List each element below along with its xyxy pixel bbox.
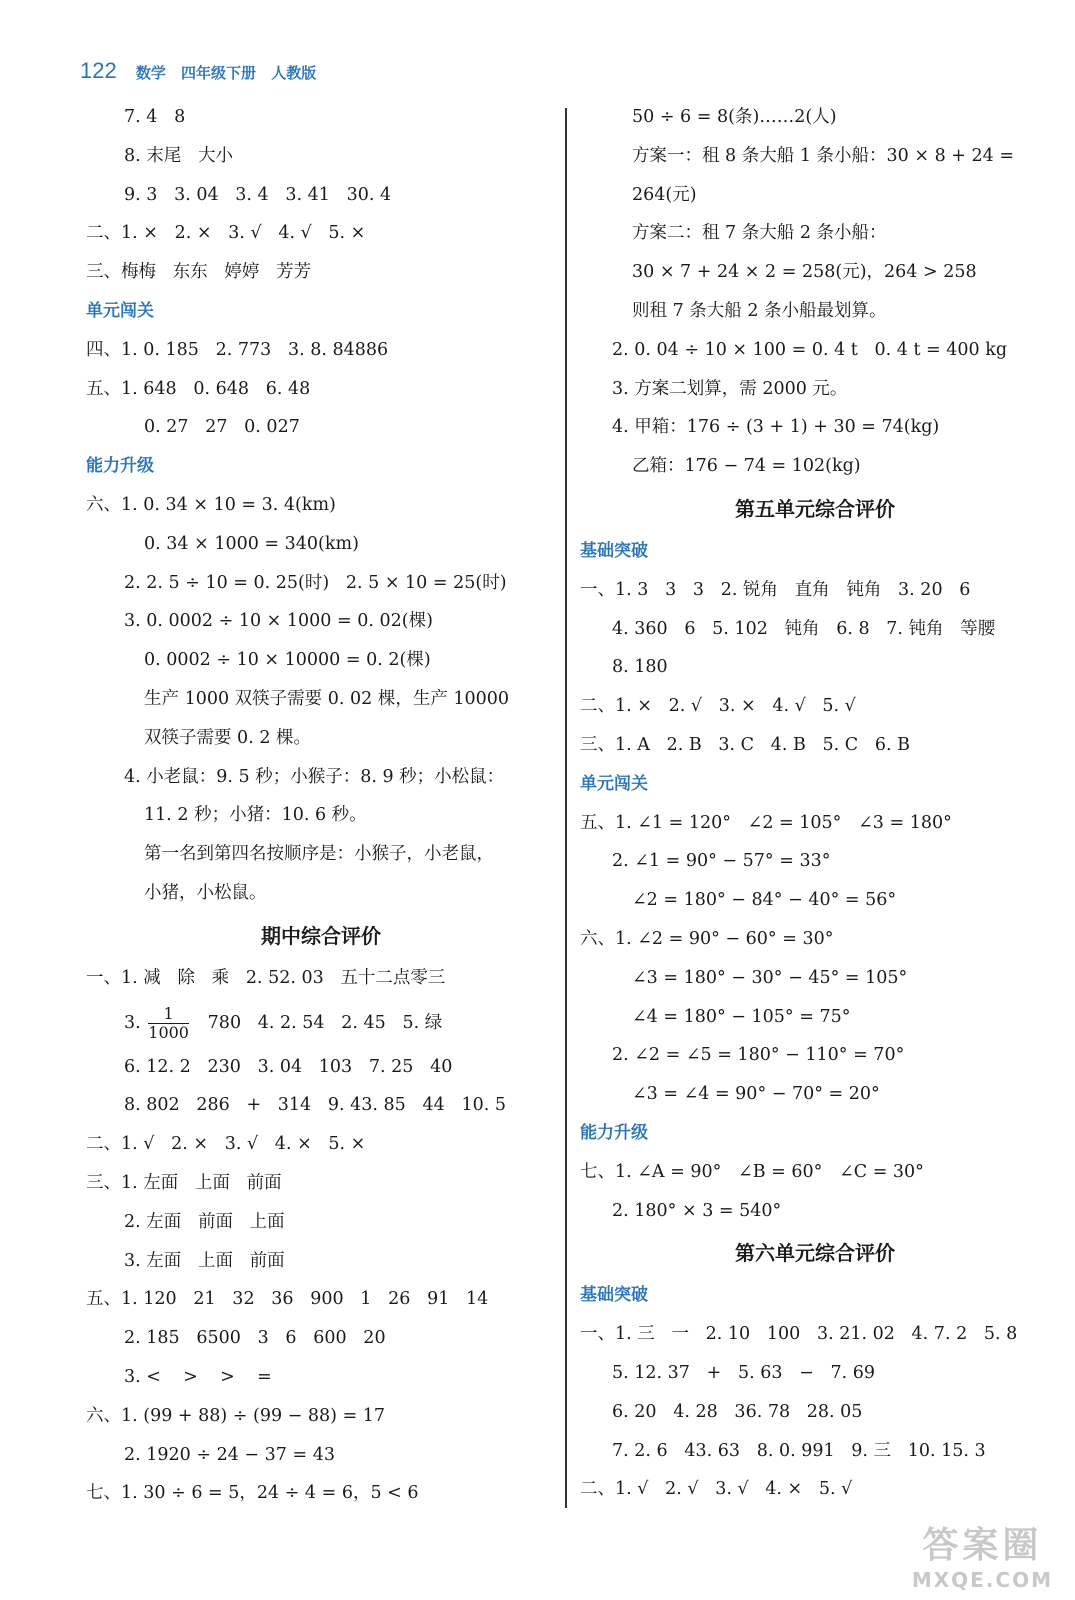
answer-line: 2. ∠1 = 90° − 57° = 33° — [612, 851, 831, 872]
section-title: 期中综合评价 — [261, 923, 381, 948]
left-column — [86, 98, 556, 1513]
answer-line: 二、1. √ 2. √ 3. √ 4. × 5. √ — [580, 1479, 853, 1500]
answer-line: 2. 185 6500 3 6 600 20 — [124, 1328, 386, 1349]
answer-line: 0. 34 × 1000 = 340(km) — [144, 533, 359, 554]
page-number: 122 — [80, 58, 117, 83]
page-header — [80, 58, 316, 88]
answer-line: 8. 末尾 大小 — [124, 145, 233, 166]
answer-line: ∠2 = 180° − 84° − 40° = 56° — [632, 890, 897, 911]
answer-line: 8. 180 — [612, 657, 668, 678]
answer-line: 3. 0. 0002 ÷ 10 × 1000 = 0. 02(棵) — [124, 611, 433, 632]
answer-line: 4. 甲箱：176 ÷ (3 + 1) + 30 = 74(kg) — [612, 417, 940, 438]
answer-line: 4. 360 6 5. 102 钝角 6. 8 7. 钝角 等腰 — [612, 618, 996, 639]
answer-line: 7. 2. 6 43. 63 8. 0. 991 9. 三 10. 15. 3 — [612, 1440, 986, 1461]
answer-line: 0. 0002 ÷ 10 × 10000 = 0. 2(棵) — [144, 650, 431, 671]
answer-line: 二、1. × 2. × 3. √ 4. √ 5. × — [86, 223, 366, 244]
fraction-denominator: 1000 — [148, 1022, 189, 1042]
answer-line: ∠3 = 180° − 30° − 45° = 105° — [632, 967, 908, 988]
answer-line: 11. 2 秒；小猪：10. 6 秒。 — [144, 805, 367, 826]
answer-line: 双筷子需要 0. 2 棵。 — [144, 727, 312, 748]
answer-line: 9. 3 3. 04 3. 4 3. 41 30. 4 — [124, 184, 392, 205]
answer-line: 第一名到第四名按顺序是：小猴子，小老鼠， — [144, 844, 494, 865]
fraction-numerator: 1 — [163, 1003, 174, 1023]
answer-line: ∠3 = ∠4 = 90° − 70° = 20° — [632, 1084, 880, 1105]
answer-line: 5. 12. 37 + 5. 63 − 7. 69 — [612, 1362, 876, 1383]
subsection-heading: 单元闯关 — [86, 300, 154, 321]
answer-line: 四、1. 0. 185 2. 773 3. 8. 84886 — [86, 339, 389, 360]
answer-line: 五、1. 648 0. 648 6. 48 — [86, 378, 311, 399]
answer-line: 七、1. 30 ÷ 6 = 5，24 ÷ 4 = 6，5 < 6 — [86, 1483, 419, 1504]
answer-line: 3. 方案二划算，需 2000 元。 — [612, 378, 848, 399]
answer-line: 乙箱：176 − 74 = 102(kg) — [632, 456, 861, 477]
answer-line: 七、1. ∠A = 90° ∠B = 60° ∠C = 30° — [580, 1161, 924, 1182]
answer-line: 一、1. 减 除 乘 2. 52. 03 五十二点零三 — [86, 967, 446, 988]
answer-line: 方案一：租 8 条大船 1 条小船：30 × 8 + 24 = — [632, 145, 1014, 166]
right-column — [580, 98, 1050, 1509]
watermark-logo — [912, 1517, 1053, 1592]
answer-line: 7. 4 8 — [124, 107, 186, 127]
answer-line: 2. 0. 04 ÷ 10 × 100 = 0. 4 t 0. 4 t = 400 kg — [612, 339, 1008, 360]
answer-text: 3. — [124, 1012, 147, 1033]
answer-line: 8. 802 286 + 314 9. 43. 85 44 10. 5 — [124, 1095, 506, 1116]
answer-line: 方案二：租 7 条大船 2 条小船： — [632, 223, 887, 244]
subsection-heading: 基础突破 — [580, 1285, 648, 1306]
watermark-url: MXQE.COM — [911, 1568, 1053, 1592]
answer-line: 六、1. ∠2 = 90° − 60° = 30° — [580, 928, 834, 949]
book-title: 数学 四年级下册 人教版 — [135, 64, 317, 82]
answer-line: 二、1. × 2. √ 3. × 4. √ 5. √ — [580, 696, 856, 717]
subsection-heading: 单元闯关 — [580, 773, 648, 794]
answer-line: 3. 左面 上面 前面 — [124, 1250, 285, 1271]
subsection-heading: 基础突破 — [580, 540, 648, 561]
answer-line: ∠4 = 180° − 105° = 75° — [632, 1006, 851, 1027]
answer-line: 2. 左面 前面 上面 — [124, 1211, 285, 1232]
answer-line: 6. 12. 2 230 3. 04 103 7. 25 40 — [124, 1056, 453, 1077]
answer-line: 6. 20 4. 28 36. 78 28. 05 — [612, 1401, 863, 1422]
answer-line: 六、1. 0. 34 × 10 = 3. 4(km) — [86, 494, 336, 515]
answer-line: 264(元) — [632, 184, 697, 205]
answer-line: 小猪，小松鼠。 — [144, 882, 267, 903]
section-title: 第五单元综合评价 — [735, 496, 895, 521]
column-divider — [565, 108, 567, 1508]
answer-line: 则租 7 条大船 2 条小船最划算。 — [632, 300, 887, 321]
answer-line: 2. 2. 5 ÷ 10 = 0. 25(时) 2. 5 × 10 = 25(时) — [124, 572, 507, 593]
answer-line: 2. 180° × 3 = 540° — [612, 1200, 782, 1221]
section-title: 第六单元综合评价 — [735, 1241, 895, 1266]
answer-line: 50 ÷ 6 = 8(条)……2(人) — [632, 107, 837, 127]
answer-line: 0. 27 27 0. 027 — [144, 417, 300, 438]
answer-line: 三、梅梅 东东 婷婷 芳芳 — [86, 262, 312, 283]
answer-line: 二、1. √ 2. × 3. √ 4. × 5. × — [86, 1134, 366, 1155]
answer-line: 3. < > > = — [124, 1366, 272, 1387]
answer-line: 一、1. 三 一 2. 10 100 3. 21. 02 4. 7. 2 5. 8 — [580, 1324, 1018, 1345]
answer-line — [86, 998, 556, 1048]
subsection-heading: 能力升级 — [580, 1122, 648, 1143]
answer-line: 生产 1000 双筷子需要 0. 02 棵，生产 10000 — [144, 688, 510, 709]
answer-line: 五、1. ∠1 = 120° ∠2 = 105° ∠3 = 180° — [580, 812, 952, 833]
answer-line: 三、1. A 2. B 3. C 4. B 5. C 6. B — [580, 734, 910, 755]
answer-line: 三、1. 左面 上面 前面 — [86, 1172, 282, 1193]
fraction — [148, 1005, 189, 1042]
answer-line: 一、1. 3 3 3 2. 锐角 直角 钝角 3. 20 6 — [580, 579, 971, 600]
answer-text: 780 4. 2. 54 2. 45 5. 绿 — [190, 1012, 443, 1033]
watermark-text: 答案圈 — [922, 1525, 1043, 1566]
answer-line: 2. 1920 ÷ 24 − 37 = 43 — [124, 1444, 335, 1465]
answer-line: 30 × 7 + 24 × 2 = 258(元)，264 > 258 — [632, 262, 977, 283]
answer-line: 2. ∠2 = ∠5 = 180° − 110° = 70° — [612, 1045, 905, 1066]
answer-line: 五、1. 120 21 32 36 900 1 26 91 14 — [86, 1289, 489, 1310]
subsection-heading: 能力升级 — [86, 456, 154, 477]
answer-line: 六、1. (99 + 88) ÷ (99 − 88) = 17 — [86, 1405, 386, 1426]
answer-line: 4. 小老鼠：9. 5 秒；小猴子：8. 9 秒；小松鼠： — [124, 766, 505, 787]
